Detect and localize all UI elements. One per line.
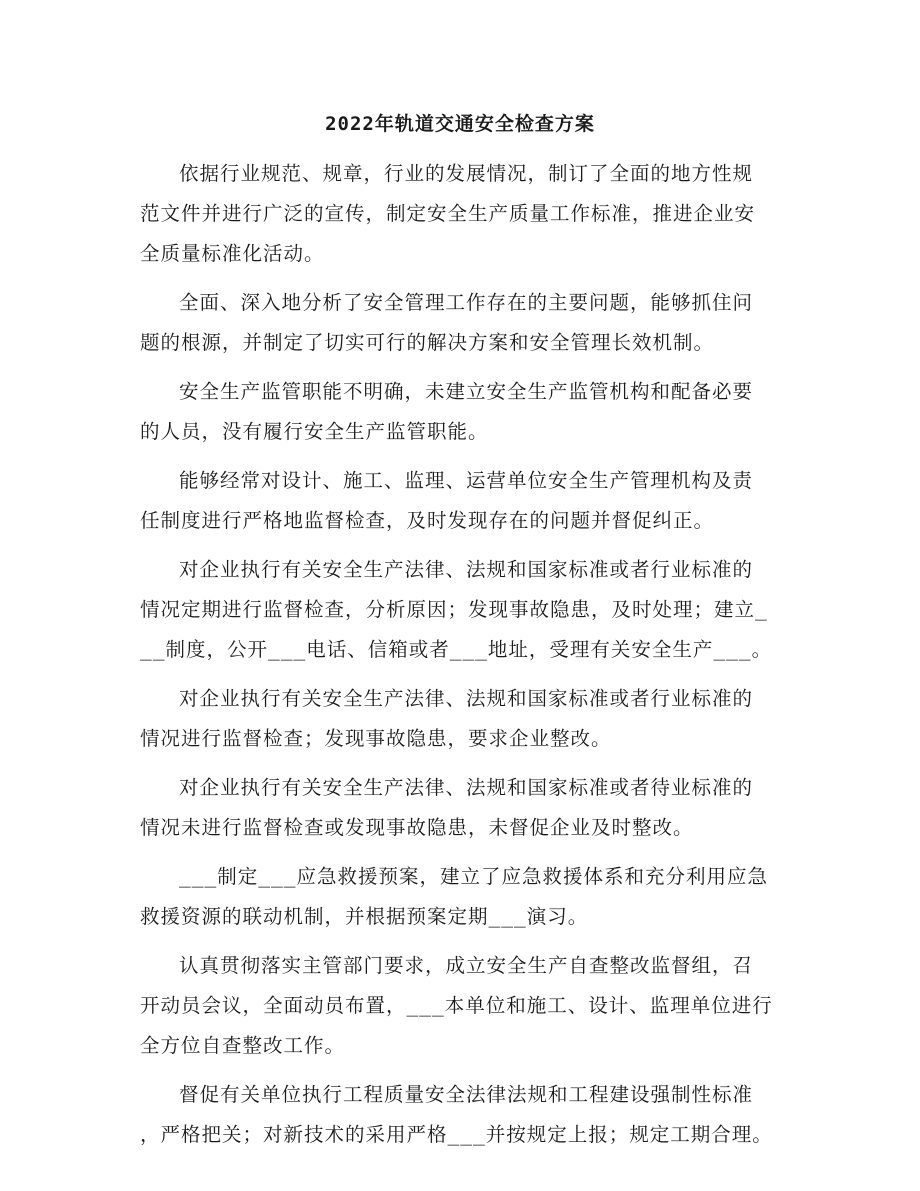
paragraph-line: 全质量标准化活动。 <box>140 242 325 265</box>
paragraph <box>140 461 780 541</box>
paragraph <box>140 1075 780 1155</box>
paragraph-line: 安全生产监管职能不明确，未建立安全生产监管机构和配备必要 <box>179 380 754 403</box>
paragraph-line: 情况进行监督检查；发现事故隐患，要求企业整改。 <box>140 727 612 750</box>
paragraph-line: 督促有关单位执行工程质量安全法律法规和工程建设强制性标准 <box>179 1083 754 1106</box>
paragraph-line: 范文件并进行广泛的宣传，制定安全生产质量工作标准，推进企业安 <box>140 202 756 225</box>
paragraph-line: 情况定期进行监督检查，分析原因；发现事故隐患，及时处理；建立_ <box>140 598 768 621</box>
paragraph-line: 情况未进行监督检查或发现事故隐患，未督促企业及时整改。 <box>140 816 694 839</box>
paragraph-line: __制度，公开___电话、信箱或者___地址，受理有关安全生产___。 <box>140 638 773 661</box>
document-title: 2022年轨道交通安全检查方案 <box>325 113 595 135</box>
paragraph <box>140 857 780 937</box>
paragraph-line: ，严格把关；对新技术的采用严格___并按规定上报；规定工期合理。 <box>140 1123 773 1146</box>
paragraph <box>140 372 780 452</box>
paragraph-line: 对企业执行有关安全生产法律、法规和国家标准或者行业标准的 <box>179 687 754 710</box>
paragraph <box>140 154 780 274</box>
paragraph-line: 救援资源的联动机制，并根据预案定期___演习。 <box>140 905 589 928</box>
paragraph <box>140 283 780 363</box>
paragraph-line: 全面、深入地分析了安全管理工作存在的主要问题，能够抓住问 <box>179 291 754 314</box>
paragraph-line: 对企业执行有关安全生产法律、法规和国家标准或者待业标准的 <box>179 776 754 799</box>
paragraph <box>140 679 780 759</box>
paragraph-line: 全方位自查整改工作。 <box>140 1034 346 1057</box>
paragraph-line: 任制度进行严格地监督检查，及时发现存在的问题并督促纠正。 <box>140 509 715 532</box>
paragraph-line: 题的根源，并制定了切实可行的解决方案和安全管理长效机制。 <box>140 331 715 354</box>
paragraph-line: 对企业执行有关安全生产法律、法规和国家标准或者行业标准的 <box>179 558 754 581</box>
paragraph-line: 的人员，没有履行安全生产监管职能。 <box>140 420 489 443</box>
paragraph <box>140 550 780 670</box>
paragraph-line: 认真贯彻落实主管部门要求，成立安全生产自查整改监督组，召 <box>179 954 754 977</box>
paragraph-line: 依据行业规范、规章，行业的发展情况，制订了全面的地方性规 <box>179 162 754 185</box>
paragraph <box>140 768 780 848</box>
paragraph-line: 开动员会议，全面动员布置，___本单位和施工、设计、监理单位进行 <box>140 994 773 1017</box>
paragraph-line: 能够经常对设计、施工、监理、运营单位安全生产管理机构及责 <box>179 469 754 492</box>
paragraph-line: ___制定___应急救援预案，建立了应急救援体系和充分利用应急 <box>179 865 768 888</box>
document-body <box>140 154 780 1155</box>
paragraph <box>140 946 780 1066</box>
